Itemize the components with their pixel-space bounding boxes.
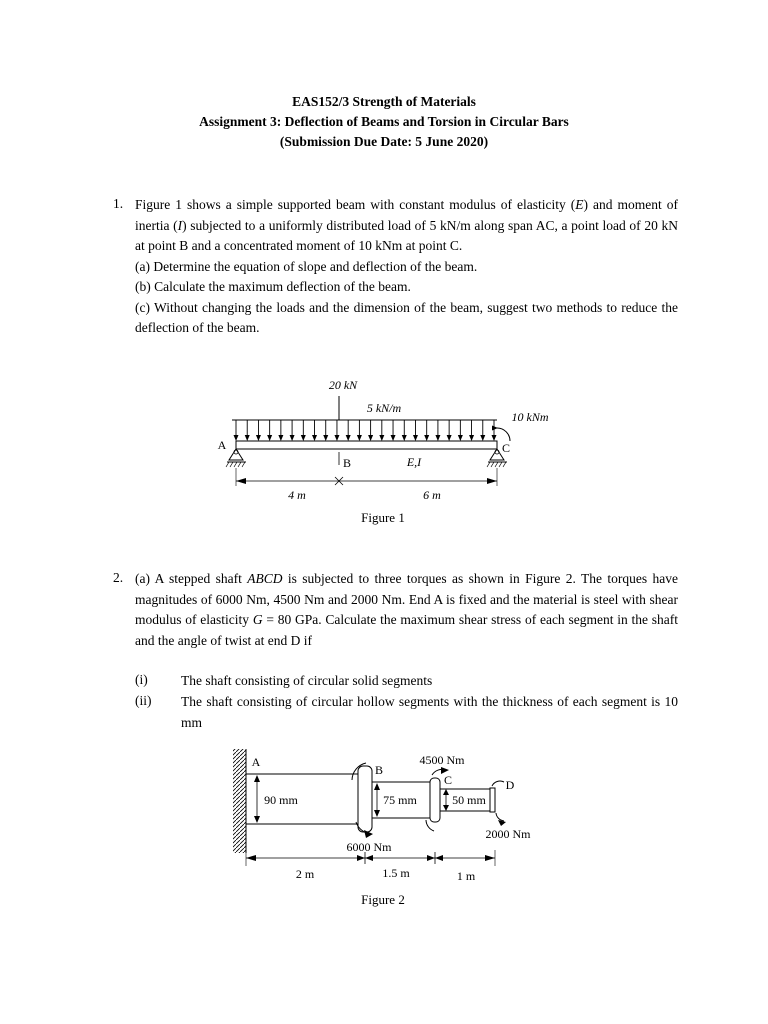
fig1-label-c: C — [501, 441, 511, 455]
q1-part-b: (b) Calculate the maximum deflection of the beam. — [135, 279, 411, 294]
q1-symbol-e: E — [575, 197, 584, 212]
fig2-label-a: A — [251, 755, 261, 769]
q2-text-a: (a) A stepped shaft — [135, 571, 248, 586]
fig2-dia-bc: 75 mm — [383, 793, 417, 807]
question-1-number: 1. — [113, 196, 124, 211]
udl-arrow-head — [379, 435, 384, 441]
q1-intro-a: Figure 1 shows a simple supported beam with constant modulus of elasticity ( — [135, 197, 576, 212]
udl-arrow-head — [301, 435, 306, 441]
q1-intro-c: ) subjected to a uniformly distributed load of 5 kN/m along span AC, a point load of 20 kN at point B and a concentrated moment of 10 kNm at point C. — [135, 217, 678, 253]
udl-arrow-head — [323, 435, 328, 441]
fig2-label-d: D — [505, 778, 515, 792]
q2-shaft-abcd: ABCD — [247, 571, 283, 586]
udl-arrow-head — [357, 435, 362, 441]
udl-arrow-head — [368, 435, 373, 441]
fig2-len-ab: 2 m — [295, 867, 315, 881]
figure-1-caption: Figure 1 — [361, 510, 405, 525]
fig1-udl-label: 5 kN/m — [366, 401, 402, 415]
figure-1-beam-diagram — [200, 372, 570, 532]
fig2-dia-ab: 90 mm — [264, 793, 298, 807]
assignment-title: Assignment 3: Deflection of Beams and Torsion in Circular Bars — [199, 114, 569, 129]
fig1-point-load-label: 20 kN — [328, 378, 358, 392]
fig2-torque-b: 6000 Nm — [346, 840, 392, 854]
fig2-label-b: B — [374, 763, 384, 777]
item-ii-roman: (ii) — [135, 693, 152, 708]
fig2-torque-c: 4500 Nm — [419, 753, 465, 767]
udl-arrow-head — [334, 435, 339, 441]
q2-symbol-g: G — [252, 612, 263, 627]
question-1-text — [135, 195, 678, 339]
question-2-number: 2. — [113, 570, 124, 585]
udl-arrow-head — [413, 435, 418, 441]
due-date: (Submission Due Date: 5 June 2020) — [279, 134, 489, 149]
fig2-dia-cd: 50 mm — [452, 793, 486, 807]
fig1-dim-right: 6 m — [423, 488, 441, 502]
q1-symbol-i: I — [177, 217, 183, 233]
item-ii-text: The shaft consisting of circular hollow segments with the thickness of each segment is 10 mm — [181, 694, 678, 730]
fig2-len-cd: 1 m — [456, 869, 476, 883]
fig2-label-c: C — [443, 773, 453, 787]
q1-intro-b: ) and moment of inertia ( — [135, 197, 678, 233]
udl-arrow-head — [447, 435, 452, 441]
udl-arrow-head — [256, 435, 261, 441]
course-title: EAS152/3 Strength of Materials — [292, 94, 476, 109]
udl-arrow-head — [278, 435, 283, 441]
item-i-text: The shaft consisting of circular solid segments — [181, 673, 433, 688]
item-i-roman: (i) — [135, 672, 148, 687]
figure-2-shaft-diagram — [220, 745, 550, 915]
udl-arrow-head — [267, 435, 272, 441]
fig1-dim-left: 4 m — [288, 488, 306, 502]
udl-arrow-head — [492, 435, 497, 441]
udl-arrow-head — [458, 435, 463, 441]
udl-arrow-head — [346, 435, 351, 441]
udl-arrow-head — [435, 435, 440, 441]
q1-part-c: (c) Without changing the loads and the dimension of the beam, suggest two methods to reduce the deflection of the beam. — [135, 299, 678, 335]
figure-2-caption: Figure 2 — [361, 892, 405, 907]
udl-arrow-head — [234, 435, 239, 441]
q1-part-a: (a) Determine the equation of slope and deflection of the beam. — [135, 258, 478, 274]
question-2-text — [135, 569, 678, 651]
fig1-label-a: A — [217, 438, 227, 452]
udl-arrows — [234, 420, 497, 441]
fig1-moment-label: 10 kNm — [511, 410, 549, 424]
fig2-len-bc: 1.5 m — [382, 866, 410, 880]
udl-arrow-head — [245, 435, 250, 441]
udl-arrow-head — [424, 435, 429, 441]
udl-arrow-head — [391, 435, 396, 441]
udl-arrow-head — [402, 435, 407, 441]
fig1-label-b: B — [342, 456, 352, 470]
q2-text-c: = 80 GPa. Calculate the maximum shear stress of each segment in the shaft and the angle of twist at end D if — [135, 612, 678, 648]
q2-text-b: is subjected to three torques as shown in Figure 2. The torques have magnitudes of 6000 Nm, 4500 Nm and 2000 Nm. End A is fixed and the material is steel with shear modulus of elasticity — [135, 571, 678, 627]
fig2-torque-d: 2000 Nm — [485, 827, 531, 841]
udl-arrow-head — [312, 435, 317, 441]
fig1-ei-label: E,I — [406, 455, 422, 469]
udl-arrow-head — [469, 435, 474, 441]
udl-arrow-head — [480, 435, 485, 441]
udl-arrow-head — [290, 435, 295, 441]
